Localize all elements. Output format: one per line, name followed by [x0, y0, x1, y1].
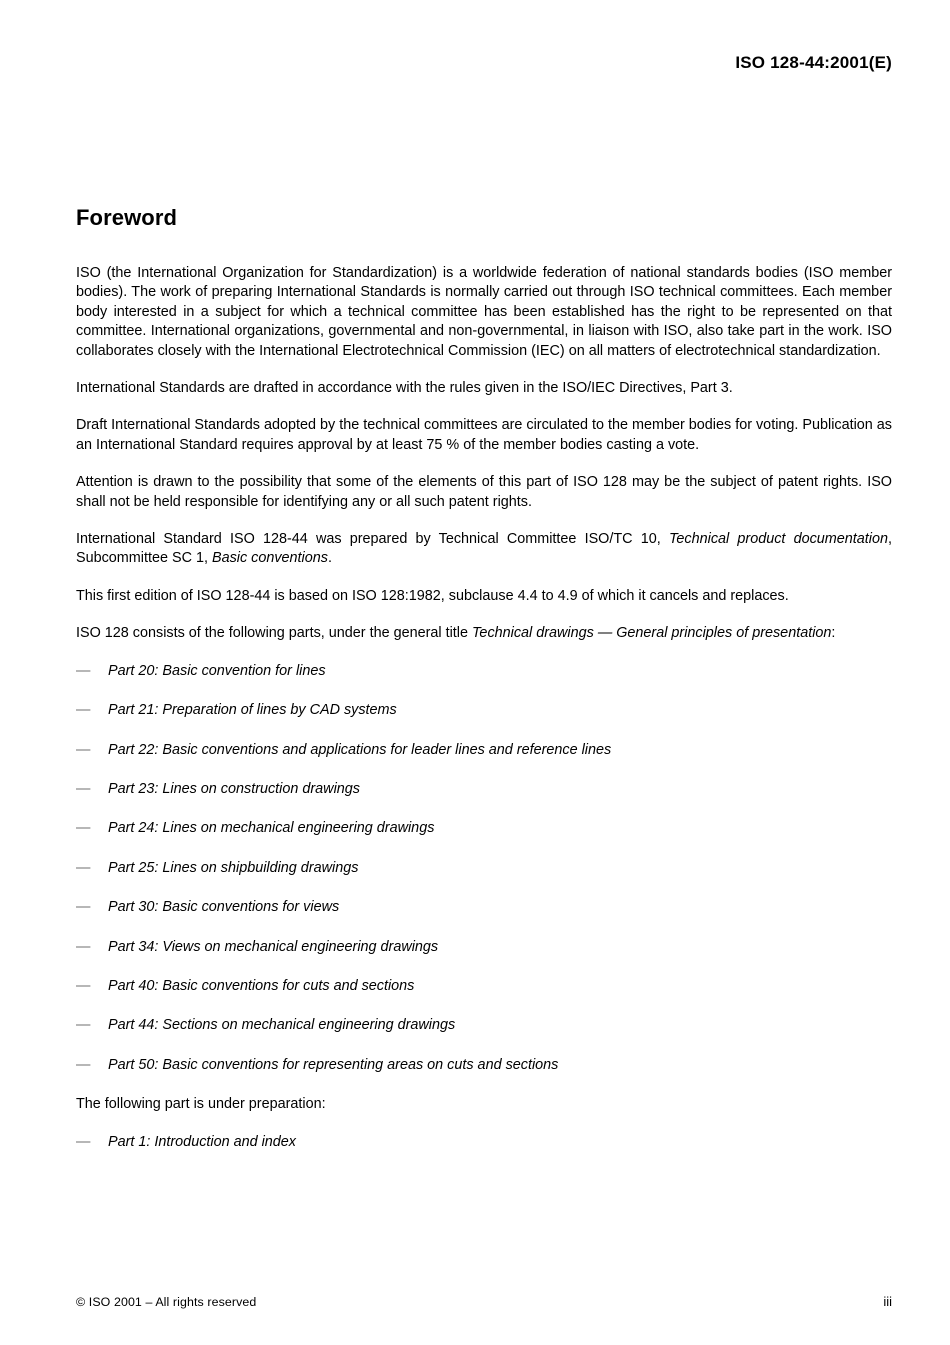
standard-reference: ISO 128-44:2001(E): [735, 53, 892, 72]
list-item-label: Part 20: Basic convention for lines: [108, 662, 326, 679]
list-item: [76, 819, 892, 838]
em-dash-icon: —: [76, 1056, 91, 1073]
paragraph-directives: International Standards are drafted in accordance with the rules given in the ISO/IEC Directives, Part 3.: [76, 380, 733, 397]
preparation-text-2: , Subcommittee SC 1,: [76, 531, 892, 567]
em-dash-icon: —: [76, 702, 91, 719]
em-dash-icon: —: [76, 741, 91, 758]
preparation-text-1: International Standard ISO 128-44 was prepared by Technical Committee ISO/TC 10,: [76, 531, 669, 548]
paragraph-edition: This first edition of ISO 128-44 is based on ISO 128:1982, subclause 4.4 to 4.9 of which it cancels and replaces.: [76, 587, 789, 604]
subcommittee-title-italic: Basic conventions: [211, 550, 328, 567]
em-dash-icon: —: [76, 780, 91, 797]
list-item: [76, 859, 892, 878]
general-title-italic: Technical drawings — General principles of presentation: [471, 625, 832, 642]
list-item: [76, 701, 892, 720]
list-item-label: Part 23: Lines on construction drawings: [108, 780, 360, 797]
paragraph-under-preparation-intro: The following part is under preparation:: [76, 1096, 326, 1113]
under-preparation-list: [76, 1133, 892, 1152]
copyright-notice: © ISO 2001 – All rights reserved: [76, 1295, 257, 1309]
list-item: [76, 1016, 892, 1035]
list-item-label: Part 44: Sections on mechanical engineering drawings: [108, 1017, 456, 1034]
parts-intro-text-2: :: [831, 625, 836, 642]
list-item: [76, 1056, 892, 1075]
paragraph-iso-description: ISO (the International Organization for Standardization) is a worldwide federation of national standards bodies (ISO member bodies). The work of preparing International Standards is normally carried out through ISO technical committees. Each member body interested in a subject for which a technical committee has been established has the right to be represented on that committee. International organizations, governmental and non-governmental, in liaison with ISO, also take part in the work. ISO collaborates closely with the International Electrotechnical Commission (IEC) on all matters of electrotechnical standardization.: [76, 265, 892, 359]
list-item-label: Part 50: Basic conventions for representing areas on cuts and sections: [108, 1056, 559, 1073]
parts-list: [76, 662, 892, 1075]
em-dash-icon: —: [76, 1017, 91, 1034]
list-item-label: Part 22: Basic conventions and applications for leader lines and reference lines: [108, 741, 612, 758]
list-item-label: Part 40: Basic conventions for cuts and sections: [108, 977, 415, 994]
preparation-text-3: .: [327, 550, 332, 567]
em-dash-icon: —: [76, 1133, 91, 1150]
document-content: [76, 205, 892, 1172]
paragraph-preparation: [76, 530, 892, 569]
em-dash-icon: —: [76, 662, 91, 679]
list-item: [76, 977, 892, 996]
list-item: [76, 938, 892, 957]
list-item: [76, 1133, 892, 1152]
list-item: [76, 741, 892, 760]
em-dash-icon: —: [76, 899, 91, 916]
list-item-label: Part 30: Basic conventions for views: [108, 899, 340, 916]
em-dash-icon: —: [76, 938, 91, 955]
list-item-label: Part 24: Lines on mechanical engineering drawings: [108, 820, 435, 837]
em-dash-icon: —: [76, 977, 91, 994]
list-item-label: Part 1: Introduction and index: [108, 1133, 296, 1150]
committee-title-italic: Technical product documentation: [668, 531, 888, 548]
list-item: [76, 898, 892, 917]
page-number: iii: [883, 1294, 892, 1309]
list-item: [76, 780, 892, 799]
list-item-label: Part 21: Preparation of lines by CAD systems: [108, 702, 397, 719]
em-dash-icon: —: [76, 820, 91, 837]
list-item-label: Part 34: Views on mechanical engineering drawings: [108, 938, 439, 955]
paragraph-parts-intro: [76, 624, 892, 643]
page-header: [76, 53, 892, 73]
list-item: [76, 662, 892, 681]
paragraph-voting: Draft International Standards adopted by the technical committees are circulated to the member bodies for voting. Publication as an International Standard requires approval by at least 75 % of the member bodies casting a vote.: [76, 417, 892, 453]
page-footer: [76, 1294, 892, 1309]
list-item-label: Part 25: Lines on shipbuilding drawings: [108, 859, 359, 876]
em-dash-icon: —: [76, 859, 91, 876]
parts-intro-text-1: ISO 128 consists of the following parts, under the general title: [76, 625, 472, 642]
paragraph-patent-rights: Attention is drawn to the possibility that some of the elements of this part of ISO 128 may be the subject of patent rights. ISO shall not be held responsible for identifying any or all such patent rights.: [76, 474, 892, 510]
page-title: Foreword: [76, 205, 178, 230]
